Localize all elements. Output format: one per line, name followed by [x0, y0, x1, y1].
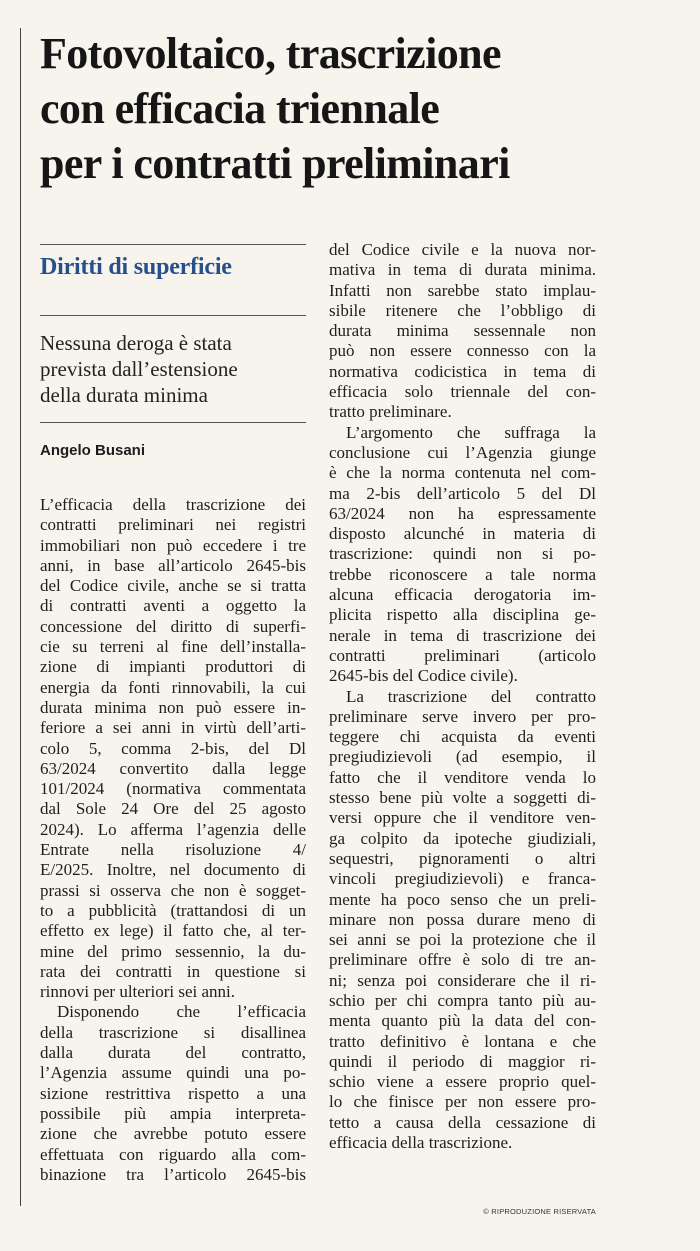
body-text-line: di contratti aventi a oggetto la: [40, 596, 306, 616]
body-text-line: effetto ex lege) il fatto che, al ter-: [40, 921, 306, 941]
body-text-line: immobiliari non può eccedere i tre: [40, 535, 306, 555]
body-text-line: durata minima non può essere in-: [40, 697, 306, 717]
body-text-line: efficacia della trascrizione.: [329, 1133, 513, 1153]
section-top-rule: [40, 244, 306, 245]
body-text-line: della trascrizione si disallinea: [40, 1022, 306, 1042]
body-text-line: rata dei contratti in questione si: [40, 961, 306, 981]
body-text-line: tetto a causa della cessazione di: [329, 1112, 596, 1132]
body-text-line: zione di impianti produttori di: [40, 657, 306, 677]
body-text-line: La trascrizione del contratto: [346, 686, 596, 706]
body-text-line: feriore a sei anni in virtù dell’arti-: [40, 718, 306, 738]
body-text-line: schio viene a essere proprio quel-: [329, 1072, 596, 1092]
body-text-line: del Codice civile e la nuova nor-: [329, 240, 596, 259]
body-text-line: schio per chi compra tanto più au-: [329, 990, 596, 1010]
body-text-line: efficacia solo triennale del con-: [329, 382, 596, 402]
body-text-line: conclusione cui l’Agenzia giunge: [329, 442, 596, 462]
section-label: Diritti di superficie: [40, 254, 232, 280]
body-text-line: alcuna efficacia derogatoria im-: [329, 585, 596, 605]
body-text-line: sequestri, pignoramenti o altri: [329, 848, 596, 868]
subhead-line-3: della durata minima: [40, 383, 208, 407]
body-text-line: menta quanto più la data del con-: [329, 1011, 596, 1031]
body-text-line: versi oppure che il venditore ven-: [329, 808, 596, 828]
body-text-line: quindi il periodo di maggior ri-: [329, 1051, 596, 1071]
body-text-line: Entrate nella risoluzione 4/: [40, 840, 306, 860]
body-text-line: lo che finisce per non essere pro-: [329, 1092, 596, 1112]
headline-line-3: per i contratti preliminari: [40, 139, 510, 188]
body-text-line: trebbe riconoscere a tale norma: [329, 564, 596, 584]
body-text-line: mativa in tema di durata minima.: [329, 260, 596, 280]
body-text-line: l’Agenzia assume quindi una po-: [40, 1063, 306, 1083]
body-text-line: mente ha poco senso che un preli-: [329, 889, 596, 909]
body-text-line: dalla durata del contratto,: [40, 1043, 306, 1063]
headline-line-2: con efficacia triennale: [40, 84, 440, 133]
body-text-line: 2024). Lo afferma l’agenzia delle: [40, 819, 306, 839]
body-text-line: dal Sole 24 Ore del 25 agosto: [40, 799, 306, 819]
body-text-line: Disponendo che l’efficacia: [57, 1002, 306, 1022]
body-text-line: è che la norma contenuta nel com-: [329, 463, 596, 483]
body-text-line: energia da fonti rinnovabili, la cui: [40, 677, 306, 697]
body-text-line: rinnovi per ulteriori sei anni.: [40, 982, 235, 1002]
body-text-line: nerale in tema di trascrizione dei: [329, 625, 596, 645]
body-text-line: L’efficacia della trascrizione dei: [40, 495, 306, 514]
body-text-line: plicita rispetto alla disciplina ge-: [329, 605, 596, 625]
body-text-line: sibile ritenere che l’obbligo di: [329, 300, 596, 320]
body-text-line: prassi si osserva che non è sogget-: [40, 880, 306, 900]
body-text-line: cie su terreni al fine dell’installa-: [40, 637, 306, 657]
body-text-line: 2645-bis del Codice civile).: [329, 666, 518, 686]
body-text-line: contratti preliminari nei registri: [40, 515, 306, 535]
body-text-line: Infatti non sarebbe stato implau-: [329, 280, 596, 300]
headline: [40, 26, 690, 191]
body-text-line: vincoli pregiudizievoli) e franca-: [329, 869, 596, 889]
body-text-line: ma 2-bis dell’articolo 5 del Dl: [329, 483, 596, 503]
body-text-line: disposto alcunché in materia di: [329, 524, 596, 544]
article-body-column-2: [329, 240, 596, 1153]
body-text-line: concessione del diritto di superfi-: [40, 616, 306, 636]
article-body-column-1: [40, 495, 306, 1185]
section-bottom-rule: [40, 315, 306, 316]
body-text-line: anni, in base all’articolo 2645-bis: [40, 555, 306, 575]
body-text-line: durata minima sessennale non: [329, 321, 596, 341]
body-text-line: tratto definitivo è lontana e che: [329, 1031, 596, 1051]
body-text-line: pregiudizievoli (ad esempio, il: [329, 747, 596, 767]
subhead-line-2: prevista dall’estensione: [40, 357, 238, 381]
body-text-line: ni; senza poi considerare che il ri-: [329, 970, 596, 990]
body-text-line: 101/2024 (normativa commentata: [40, 779, 306, 799]
body-text-line: L’argomento che suffraga la: [346, 422, 596, 442]
body-text-line: minare non possa durare meno di: [329, 909, 596, 929]
body-text-line: E/2025. Inoltre, nel documento di: [40, 860, 306, 880]
body-text-line: 63/2024 non ha espressamente: [329, 503, 596, 523]
body-text-line: preliminare serve invero per pro-: [329, 706, 596, 726]
body-text-line: sei anni se poi la protezione che il: [329, 930, 596, 950]
subhead-bottom-rule: [40, 422, 306, 423]
body-text-line: zione che avrebbe potuto essere: [40, 1124, 306, 1144]
copyright-notice: © RIPRODUZIONE RISERVATA: [483, 1207, 596, 1216]
body-text-line: può non essere connesso con la: [329, 341, 596, 361]
subhead-line-1: Nessuna deroga è stata: [40, 331, 232, 355]
left-vertical-rule: [20, 28, 21, 1206]
body-text-line: sizione restrittiva rispetto a una: [40, 1083, 306, 1103]
body-text-line: teggere chi acquista da eventi: [329, 727, 596, 747]
body-text-line: possibile più ampia interpreta-: [40, 1103, 306, 1123]
body-text-line: trascrizione: quindi non si po-: [329, 544, 596, 564]
body-text-line: binazione tra l’articolo 2645-bis: [40, 1164, 306, 1184]
body-text-line: mine del primo sessennio, la du-: [40, 941, 306, 961]
body-text-line: fatto che il venditore venda lo: [329, 767, 596, 787]
article-header-column: [40, 244, 306, 460]
body-text-line: del Codice civile, anche se si tratta: [40, 576, 306, 596]
body-text-line: normativa codicistica in tema di: [329, 361, 596, 381]
body-text-line: to a pubblicità (trattandosi di un: [40, 900, 306, 920]
body-text-line: contratti preliminari (articolo: [329, 645, 596, 665]
body-text-line: preliminare offre è solo di tre an-: [329, 950, 596, 970]
body-text-line: colo 5, comma 2-bis, del Dl: [40, 738, 306, 758]
body-text-line: 63/2024 convertito dalla legge: [40, 758, 306, 778]
body-text-line: effettuata con riguardo alla com-: [40, 1144, 306, 1164]
headline-line-1: Fotovoltaico, trascrizione: [40, 29, 501, 78]
body-text-line: ga colpito da ipoteche giudiziali,: [329, 828, 596, 848]
body-text-line: tratto preliminare.: [329, 402, 452, 422]
author-byline: Angelo Busani: [40, 442, 146, 459]
subheadline: [40, 330, 306, 408]
body-text-line: stesso bene più volte a soggetti di-: [329, 788, 596, 808]
